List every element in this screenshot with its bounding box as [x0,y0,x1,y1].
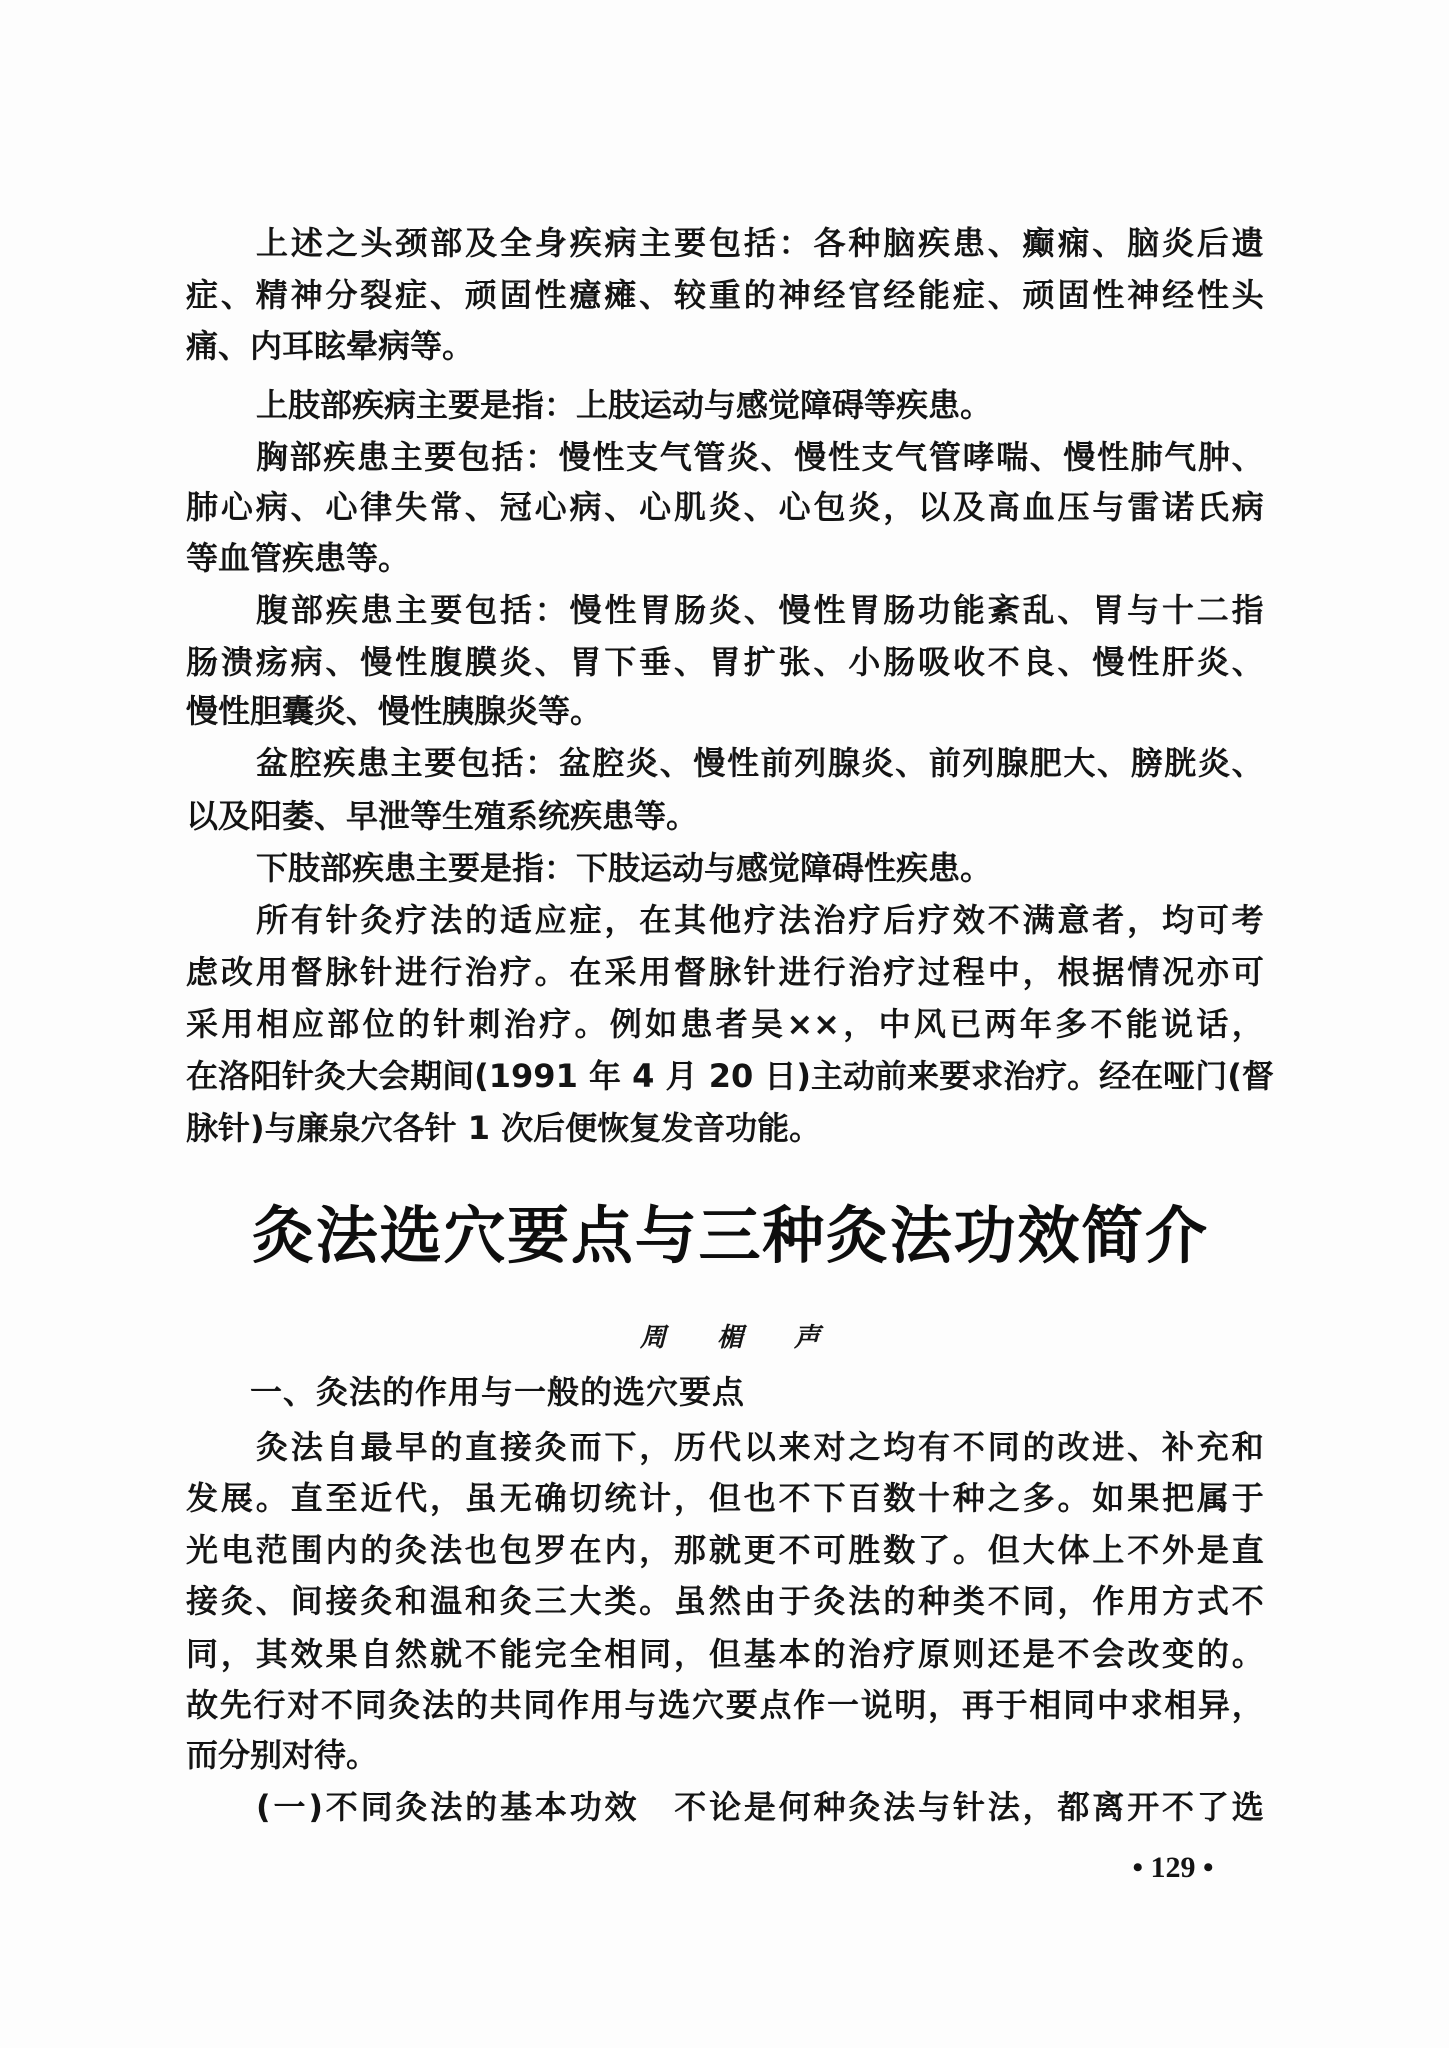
text-line: 痛、内耳眩晕病等。 [186,327,475,365]
text-line: 虑改用督脉针进行治疗。在采用督脉针进行治疗过程中，根据情况亦可 [186,953,1264,991]
text-line: 同，其效果自然就不能完全相同，但基本的治疗原则还是不会改变的。 [186,1635,1264,1673]
text-line: 慢性胆囊炎、慢性胰腺炎等。 [186,692,603,730]
article-author: 周楣声 [640,1323,820,1353]
text-line: 下肢部疾患主要是指：下肢运动与感觉障碍性疾患。 [256,849,993,887]
text-line: 接灸、间接灸和温和灸三大类。虽然由于灸法的种类不同，作用方式不 [186,1582,1264,1620]
text-line: 腹部疾患主要包括：慢性胃肠炎、慢性胃肠功能紊乱、胃与十二指 [256,591,1264,629]
text-line: 上述之头颈部及全身疾病主要包括：各种脑疾患、癫痫、脑炎后遗 [256,224,1264,262]
text-line: 肺心病、心律失常、冠心病、心肌炎、心包炎，以及高血压与雷诺氏病 [186,488,1264,526]
text-line: 盆腔疾患主要包括：盆腔炎、慢性前列腺炎、前列腺肥大、膀胱炎、 [256,744,1264,782]
text-line: 在洛阳针灸大会期间(1991 年 4 月 20 日)主动前来要求治疗。经在哑门(督 [186,1057,1274,1095]
text-line: 光电范围内的灸法也包罗在内，那就更不可胜数了。但大体上不外是直 [186,1531,1264,1569]
text-line: (一)不同灸法的基本功效 不论是何种灸法与针法，都离开不了选 [256,1788,1264,1826]
text-line: 灸法自最早的直接灸而下，历代以来对之均有不同的改进、补充和 [256,1428,1264,1466]
section-heading: 一、灸法的作用与一般的选穴要点 [250,1373,746,1411]
text-line: 采用相应部位的针刺治疗。例如患者吴××，中风已两年多不能说话， [186,1005,1264,1043]
text-line: 肠溃疡病、慢性腹膜炎、胃下垂、胃扩张、小肠吸收不良、慢性肝炎、 [186,643,1264,681]
text-line: 上肢部疾病主要是指：上肢运动与感觉障碍等疾患。 [256,386,993,424]
text-line: 以及阳萎、早泄等生殖系统疾患等。 [186,797,699,835]
text-line: 故先行对不同灸法的共同作用与选穴要点作一说明，再于相同中求相异， [186,1686,1264,1724]
page-number: • 129 • [1132,1851,1214,1884]
text-line: 发展。直至近代，虽无确切统计，但也不下百数十种之多。如果把属于 [186,1479,1264,1517]
text-line: 症、精神分裂症、顽固性癔瘫、较重的神经官经能症、顽固性神经性头 [186,276,1264,314]
article-title: 灸法选穴要点与三种灸法功效简介 [252,1199,1207,1272]
text-line: 等血管疾患等。 [186,539,411,577]
text-line: 所有针灸疗法的适应症，在其他疗法治疗后疗效不满意者，均可考 [256,901,1264,939]
text-line: 胸部疾患主要包括：慢性支气管炎、慢性支气管哮喘、慢性肺气肿、 [256,438,1264,476]
text-line: 而分别对待。 [186,1736,379,1774]
text-line: 脉针)与廉泉穴各针 1 次后便恢复发音功能。 [186,1109,822,1147]
